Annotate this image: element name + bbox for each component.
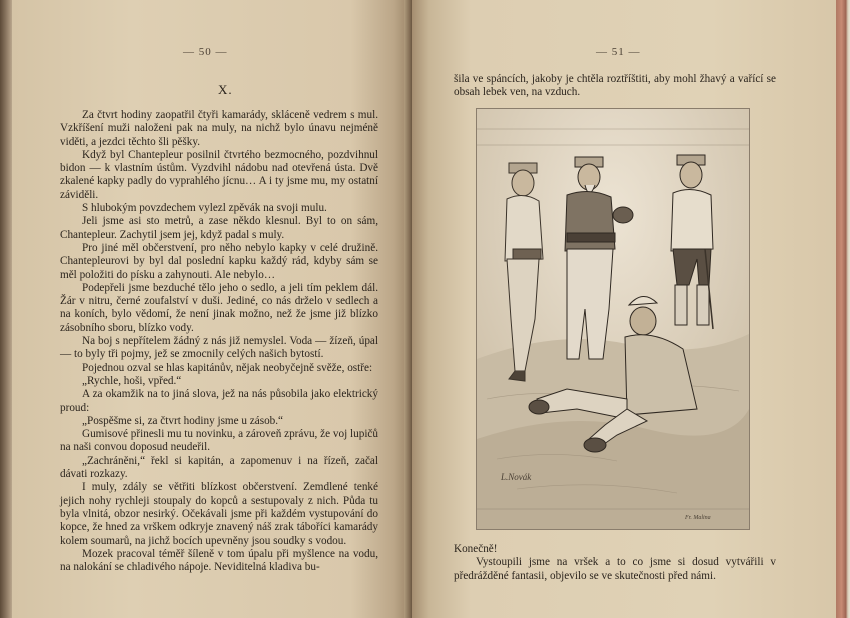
illustration-soldiers — [476, 108, 750, 530]
left-page — [12, 0, 410, 618]
paragraph: Podepřeli jsme bezduché tělo jeho o sedlo, a jeli tím peklem dál. Žár v nitru, černé zoufalství v duši. Jediné, co nás drželo v sedlech a na koních, bylo vědomí, že není jinak možno, než že jsme již blízko zásobního sboru, blízko vody. — [60, 281, 378, 334]
paragraph: S hlubokým povzdechem vylezl zpěvák na svoji mulu. — [82, 202, 327, 215]
paragraph: Pojednou ozval se hlas kapitánův, nějak neobyčejně svěže, ostře: — [82, 361, 373, 374]
paragraph: Gumisové přinesli mu tu novinku, a zároveň zprávu, že voj lupičů na naši convou doposud neudeřil. — [60, 428, 378, 454]
paragraph: Mozek pracoval téměř šíleně v tom úpalu při myšlence na vodu, na nalokání se chladivého nápoje. Neviditelná kladiva bu- — [60, 547, 378, 574]
paragraph: Konečně! — [454, 543, 498, 555]
soldiers-engraving — [477, 109, 749, 529]
artist-signature-left: L.Novák — [501, 472, 532, 482]
chapter-heading: X. — [218, 82, 233, 97]
left-page-text — [60, 109, 378, 574]
paragraph: A za okamžik na to jiná slova, jež na nás působila jako elektrický proud: — [60, 388, 378, 414]
paragraph: Jeli jsme asi sto metrů, a zase někdo klesnul. Byl to on sám, Chantepleur. Zachytil jsem jej, když padal s muly. — [60, 215, 378, 241]
right-page-top-text — [454, 73, 776, 100]
left-page-number: — 50 — — [183, 46, 228, 58]
right-page-number: — 51 — — [596, 46, 641, 58]
paragraph: šila ve spáncích, jakoby je chtěla roztříštiti, aby mohl žhavý a vařící se obsah lebek ven, na vzduch. — [454, 73, 776, 99]
right-page-bottom-text — [454, 543, 776, 583]
paragraph: Když byl Chantepleur posilnil čtvrtého bezmocného, pozdvihnul bidon — k vlastním ústům. Vyzdvihl nádobu nad otevřená ústa. Dvě zkalené kapky padly do vyprahlého jícnu… A i ty jsme mu, my ostatní záviděli. — [60, 148, 378, 201]
right-page — [412, 0, 836, 618]
paragraph: „Zachráněni,“ řekl si kapitán, a zapomenuv i na řízeň, začal dávati rozkazy. — [60, 454, 378, 481]
paragraph: Pro jiné měl občerstvení, pro něho nebylo kapky v celé družině. Chantepleurovi by byl dal poslední kapku každý rád, kdyby sám se měl položiti do písku a zahynouti. Ale nebylo… — [60, 241, 378, 281]
paragraph: Na boj s nepřítelem žádný z nás již nemyslel. Voda — žízeň, úpal — to byly tři pojmy, jež se zmocnily celých našich bytostí. — [60, 335, 378, 361]
paragraph: Za čtvrt hodiny zaopatřil čtyři kamarády, skláceně vedrem s mul. Vzkříšení muži naloženi pak na muly, na nichž bylo únavu nejméně viděti, a jezdci těchto šli pěšky. — [60, 109, 378, 148]
paragraph: „Rychle, hoši, vpřed.“ — [82, 374, 182, 387]
paragraph: I muly, zdály se větřiti blízkost občerstvení. Zemdlené tenké jejich nohy rychleji stoupaly do kopců a sestupovaly z nich. Půda tu byla vlnitá, obzor nesirký. Očekávali jsme při každém vystupování do kopce, že hned za vrškem odkryje znavený náš zrak táboříci kamarády kolem soumarů, na jichž bocích upevněny jsou soudky s vodou. — [60, 481, 378, 547]
paragraph: Vystoupili jsme na vršek a to co jsme si dosud vytvářili v předrážděné fantasii, objevilo se ve skutečnosti před námi. — [454, 556, 776, 582]
page-edge — [836, 0, 850, 618]
paragraph: „Pospěšme si, za čtvrt hodiny jsme u zásob.“ — [82, 414, 284, 427]
artist-signature-right: Fr. Malina — [685, 515, 711, 521]
